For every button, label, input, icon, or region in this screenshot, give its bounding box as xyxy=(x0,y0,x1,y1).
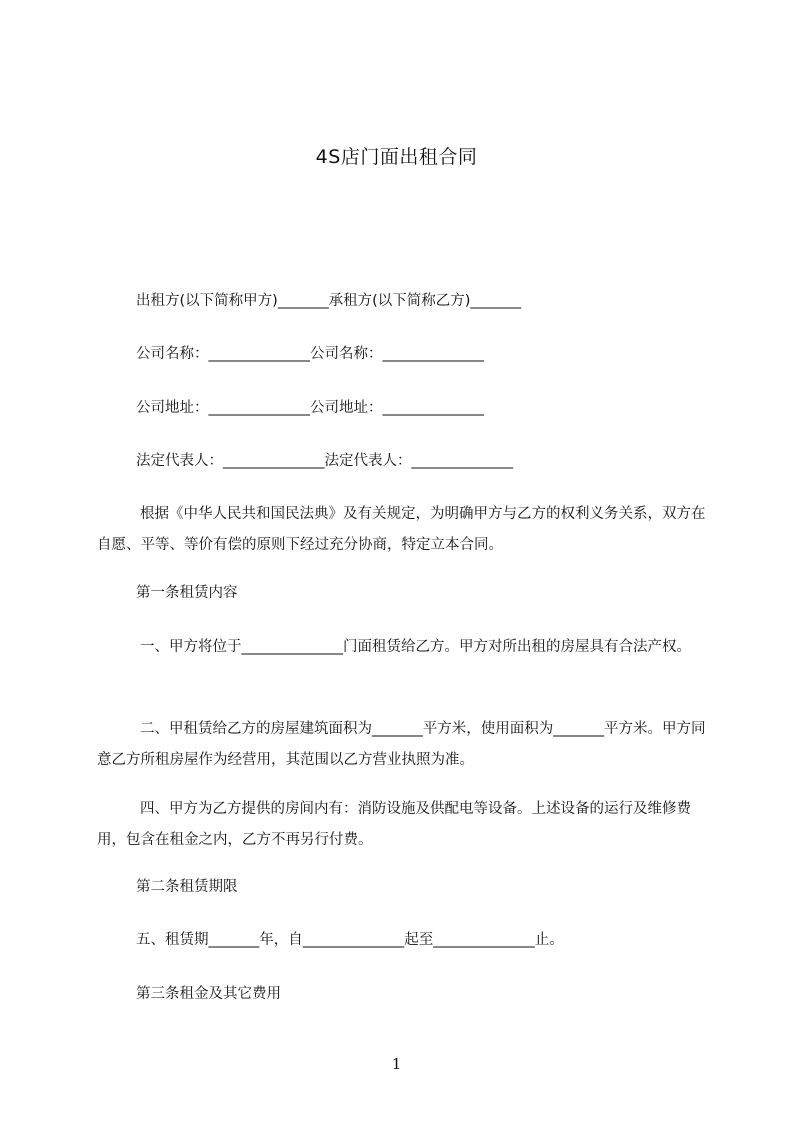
parties-legal-representative: 法定代表人：______________法定代表人：______________ xyxy=(136,453,513,469)
page-number: 1 xyxy=(391,1055,402,1073)
article2-item5: 五、租赁期_______年，自______________起至______________止。 xyxy=(136,932,564,948)
article2-heading: 第二条租赁期限 xyxy=(136,879,238,895)
parties-company-name: 公司名称：______________公司名称：______________ xyxy=(136,346,484,362)
article3-heading: 第三条租金及其它费用 xyxy=(136,986,281,1002)
parties-lessor-lessee: 出租方(以下简称甲方)_______承租方(以下简称乙方)_______ xyxy=(136,293,522,309)
article1-item1: 一、甲方将位于______________门面租赁给乙方。甲方对所出租的房屋具有合法产权。 xyxy=(140,639,691,655)
article1-item4: 四、甲方为乙方提供的房间内有：消防设施及供配电等设备。上述设备的运行及维修费用，包含在租金之内，乙方不再另行付费。 xyxy=(97,801,691,848)
document-title: 4S店门面出租合同 xyxy=(315,146,478,168)
article1-item2: 二、甲租赁给乙方的房屋建筑面积为_______平方米，使用面积为_______平方米。甲方同意乙方所租房屋作为经营用，其范围以乙方营业执照为准。 xyxy=(97,721,706,768)
parties-company-address: 公司地址：______________公司地址：______________ xyxy=(136,400,484,416)
preamble-paragraph: 根据《中华人民共和国民法典》及有关规定，为明确甲方与乙方的权利义务关系，双方在自愿、平等、等价有偿的原则下经过充分协商，特定立本合同。 xyxy=(97,506,706,553)
article1-heading: 第一条租赁内容 xyxy=(136,585,238,601)
